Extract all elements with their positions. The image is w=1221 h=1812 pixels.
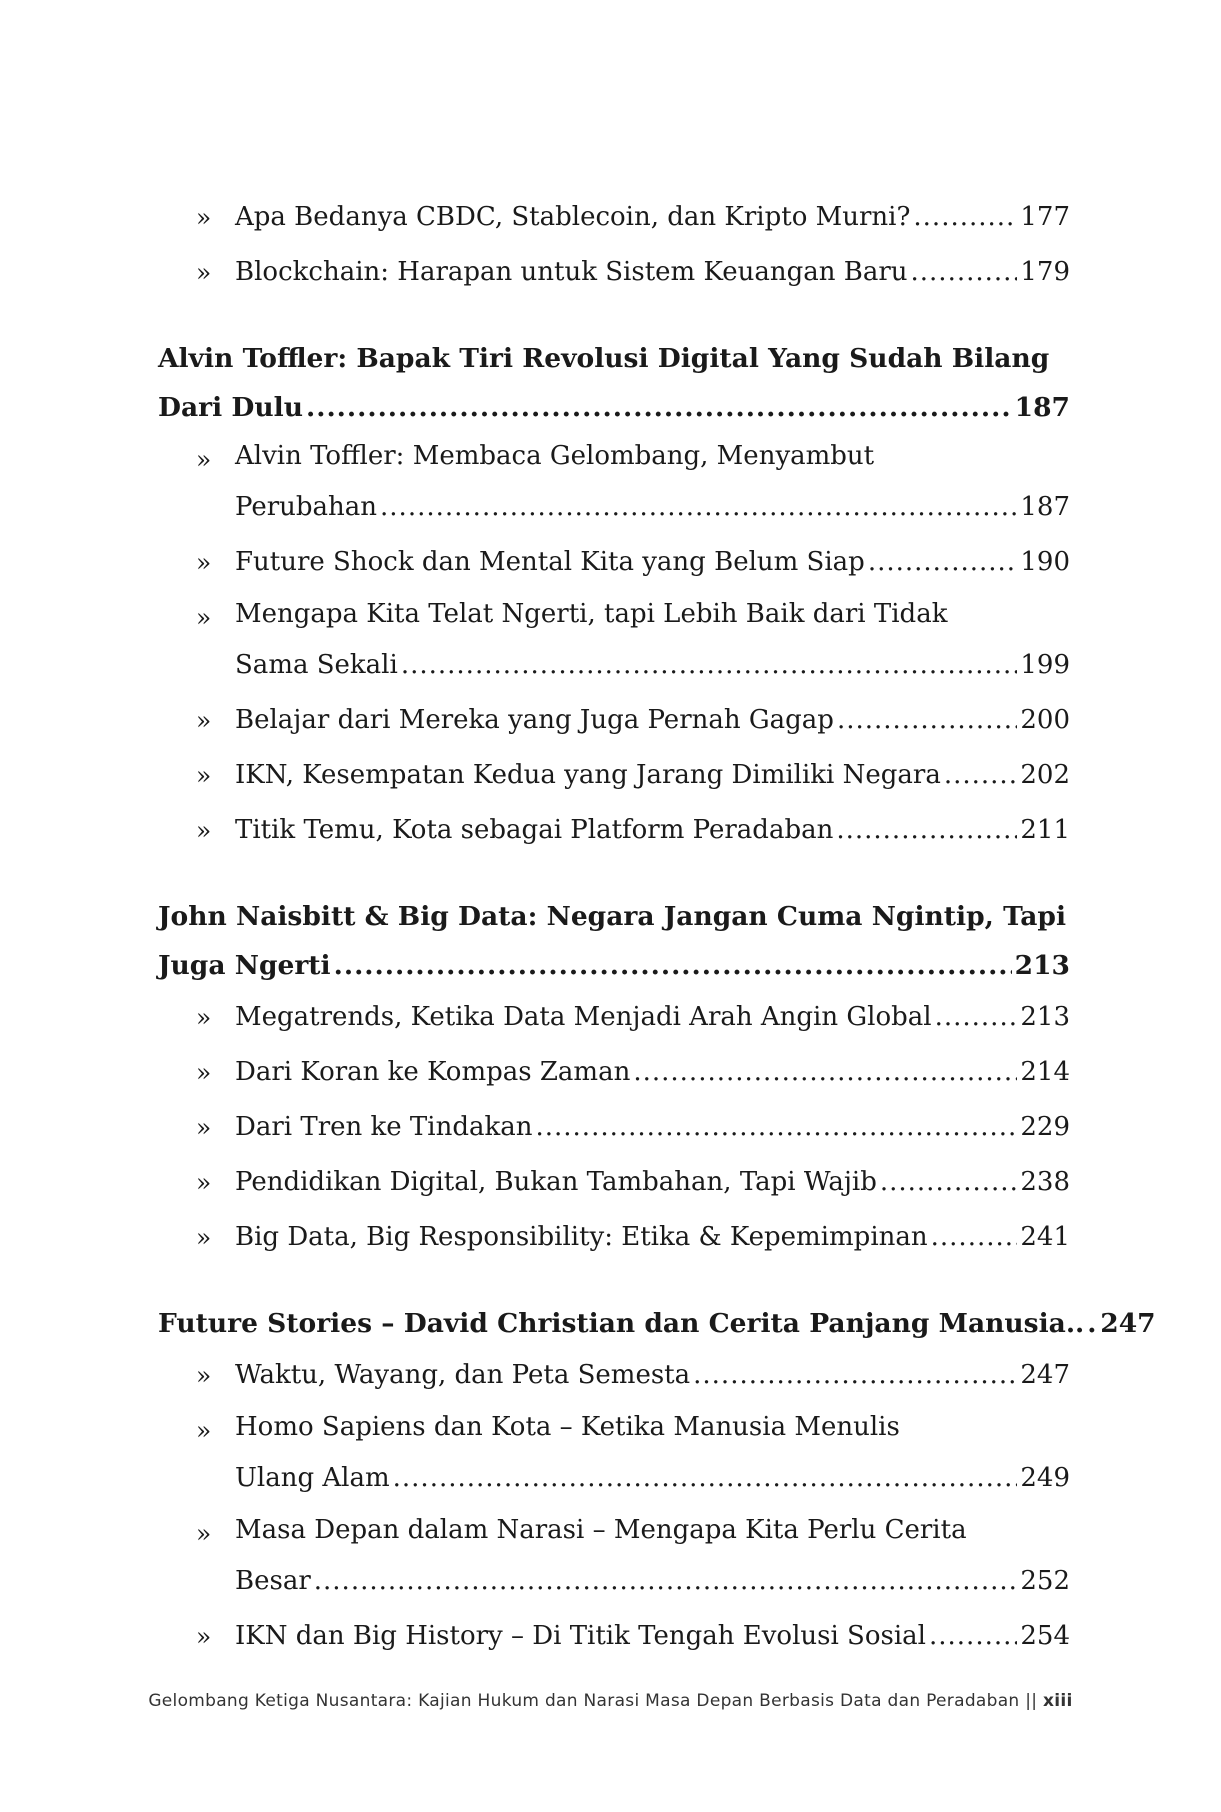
bullet-glyph: » xyxy=(196,1058,212,1087)
bullet-glyph: » xyxy=(196,761,212,790)
chapter-title-line: Future Stories – David Christian dan Cerita Panjang Manusia.. xyxy=(158,1308,1085,1339)
bullet-glyph: » xyxy=(196,1113,212,1142)
entry-title-line: Sama Sekali xyxy=(235,650,398,680)
toc-entry xyxy=(196,1348,1070,1403)
entry-row xyxy=(235,803,1070,858)
entry-body xyxy=(235,1155,1070,1210)
bullet-glyph: » xyxy=(196,1168,212,1197)
entry-body xyxy=(235,590,1070,693)
toc-section xyxy=(158,1299,1156,1664)
dot-leader xyxy=(836,803,1017,858)
footer-page-number: xiii xyxy=(1043,1691,1073,1711)
toc-section xyxy=(158,334,1070,858)
entry-row xyxy=(235,1609,1070,1664)
toc-entry xyxy=(196,1100,1070,1155)
toc-entry xyxy=(196,693,1070,748)
dot-leader xyxy=(393,1451,1018,1506)
bullet-glyph: » xyxy=(196,1361,212,1390)
toc-entry xyxy=(196,803,1070,858)
chapter-title-row xyxy=(158,1299,1156,1348)
entry-page-number: 254 xyxy=(1020,1621,1070,1651)
entry-title-line: Masa Depan dalam Narasi – Mengapa Kita Perlu Cerita xyxy=(235,1515,967,1545)
entry-body xyxy=(235,1506,1070,1609)
dot-leader xyxy=(880,1155,1018,1210)
entry-row xyxy=(235,1155,1070,1210)
toc-entry xyxy=(196,190,1070,245)
entry-page-number: 241 xyxy=(1020,1222,1070,1252)
entry-page-number: 200 xyxy=(1020,705,1070,735)
toc-entry xyxy=(196,535,1070,590)
entry-title-line: IKN dan Big History – Di Titik Tengah Evolusi Sosial xyxy=(235,1621,926,1651)
entry-title-line: Dari Tren ke Tindakan xyxy=(235,1112,533,1142)
entry-title-line: Big Data, Big Responsibility: Etika & Kepemimpinan xyxy=(235,1222,928,1252)
entry-page-number: 247 xyxy=(1020,1360,1070,1390)
entry-title-line: Homo Sapiens dan Kota – Ketika Manusia Menulis xyxy=(235,1412,900,1442)
bullet-glyph: » xyxy=(196,548,212,577)
entry-title-line: Mengapa Kita Telat Ngerti, tapi Lebih Baik dari Tidak xyxy=(235,599,948,629)
bullet-glyph: » xyxy=(196,603,212,632)
bullet-glyph: » xyxy=(196,258,212,287)
entry-row xyxy=(235,480,1070,535)
toc-entry xyxy=(196,1045,1070,1100)
entry-page-number: 214 xyxy=(1020,1057,1070,1087)
entry-title-line: Besar xyxy=(235,1566,311,1596)
chapter-title-line: Alvin Toffler: Bapak Tiri Revolusi Digital Yang Sudah Bilang xyxy=(158,343,1050,374)
dot-leader xyxy=(380,480,1017,535)
entry-body xyxy=(235,1609,1070,1664)
entry-title-line: Perubahan xyxy=(235,492,378,522)
entry-page-number: 187 xyxy=(1020,492,1070,522)
entry-row xyxy=(235,1348,1070,1403)
dot-leader xyxy=(1087,1299,1097,1348)
entry-body xyxy=(235,748,1070,803)
entry-body xyxy=(235,245,1070,300)
dot-leader xyxy=(944,748,1018,803)
chapter-title-row xyxy=(158,941,1070,990)
toc-entry xyxy=(196,1506,1070,1609)
dot-leader xyxy=(913,190,1017,245)
entry-body xyxy=(235,432,1070,535)
entry-page-number: 252 xyxy=(1020,1566,1070,1596)
entry-page-number: 190 xyxy=(1020,547,1070,577)
entry-row xyxy=(235,245,1070,300)
toc-entry xyxy=(196,1403,1070,1506)
entry-title-line: Alvin Toffler: Membaca Gelombang, Menyambut xyxy=(235,441,875,471)
page-footer xyxy=(0,1691,1221,1711)
entry-body xyxy=(235,803,1070,858)
entry-page-number: 229 xyxy=(1020,1112,1070,1142)
chapter-page-number: 247 xyxy=(1100,1308,1156,1339)
entry-title-line: Pendidikan Digital, Bukan Tambahan, Tapi Wajib xyxy=(235,1167,877,1197)
entry-row xyxy=(235,748,1070,803)
toc-section xyxy=(158,190,1070,300)
bullet-glyph: » xyxy=(196,445,212,474)
toc-entry xyxy=(196,748,1070,803)
entry-title-line: Megatrends, Ketika Data Menjadi Arah Angin Global xyxy=(235,1002,932,1032)
bullet-glyph: » xyxy=(196,1223,212,1252)
entry-page-number: 177 xyxy=(1020,202,1070,232)
chapter-title-line: John Naisbitt & Big Data: Negara Jangan Cuma Ngintip, Tapi xyxy=(158,901,1067,932)
dot-leader xyxy=(535,1100,1017,1155)
toc-entry xyxy=(196,245,1070,300)
dot-leader xyxy=(314,1554,1018,1609)
dot-leader xyxy=(929,1609,1017,1664)
footer-separator: || xyxy=(1025,1691,1038,1711)
entry-title-line: Titik Temu, Kota sebagai Platform Peradaban xyxy=(235,815,834,845)
dot-leader xyxy=(931,1210,1018,1265)
entry-body xyxy=(235,1210,1070,1265)
dot-leader xyxy=(868,535,1018,590)
entry-body xyxy=(235,990,1070,1045)
toc-entry xyxy=(196,1155,1070,1210)
entry-title-line: Blockchain: Harapan untuk Sistem Keuangan Baru xyxy=(235,257,908,287)
entry-page-number: 213 xyxy=(1020,1002,1070,1032)
entry-row xyxy=(235,638,1070,693)
bullet-glyph: » xyxy=(196,1416,212,1445)
entry-page-number: 199 xyxy=(1020,650,1070,680)
entry-row xyxy=(235,1210,1070,1265)
dot-leader xyxy=(693,1348,1017,1403)
entry-row xyxy=(235,535,1070,590)
entry-page-number: 249 xyxy=(1020,1463,1070,1493)
entry-body xyxy=(235,1348,1070,1403)
entry-row xyxy=(235,1554,1070,1609)
entry-title-line: Ulang Alam xyxy=(235,1463,390,1493)
table-of-contents xyxy=(158,190,1156,1698)
chapter-title-row xyxy=(158,383,1070,432)
entry-body xyxy=(235,1100,1070,1155)
entry-body xyxy=(235,535,1070,590)
bullet-glyph: » xyxy=(196,706,212,735)
bullet-glyph: » xyxy=(196,1519,212,1548)
entry-row xyxy=(235,1045,1070,1100)
dot-leader xyxy=(837,693,1017,748)
footer-book-title: Gelombang Ketiga Nusantara: Kajian Hukum dan Narasi Masa Depan Berbasis Data dan Peradaban xyxy=(148,1691,1020,1711)
chapter-page-number: 187 xyxy=(1014,392,1070,423)
entry-page-number: 211 xyxy=(1020,815,1070,845)
dot-leader xyxy=(334,941,1012,990)
entry-title-line: Future Shock dan Mental Kita yang Belum Siap xyxy=(235,547,865,577)
toc-entry xyxy=(196,990,1070,1045)
bullet-glyph: » xyxy=(196,816,212,845)
entry-page-number: 202 xyxy=(1020,760,1070,790)
entry-page-number: 179 xyxy=(1020,257,1070,287)
chapter-title-line: Dari Dulu xyxy=(158,392,303,423)
toc-entry xyxy=(196,590,1070,693)
dot-leader xyxy=(935,990,1018,1045)
entry-title-line: Belajar dari Mereka yang Juga Pernah Gagap xyxy=(235,705,834,735)
dot-leader xyxy=(633,1045,1017,1100)
entry-body xyxy=(235,1045,1070,1100)
toc-entry xyxy=(196,1210,1070,1265)
dot-leader xyxy=(306,383,1012,432)
entry-title-line: IKN, Kesempatan Kedua yang Jarang Dimiliki Negara xyxy=(235,760,941,790)
entry-title-line: Apa Bedanya CBDC, Stablecoin, dan Kripto Murni? xyxy=(235,202,911,232)
toc-entry xyxy=(196,1609,1070,1664)
entry-row xyxy=(235,1451,1070,1506)
dot-leader xyxy=(401,638,1018,693)
toc-section xyxy=(158,892,1070,1265)
bullet-glyph: » xyxy=(196,1622,212,1651)
entry-title-line: Dari Koran ke Kompas Zaman xyxy=(235,1057,631,1087)
chapter-page-number: 213 xyxy=(1014,950,1070,981)
entry-row xyxy=(235,1100,1070,1155)
entry-row xyxy=(235,990,1070,1045)
entry-body xyxy=(235,190,1070,245)
toc-entry xyxy=(196,432,1070,535)
entry-page-number: 238 xyxy=(1020,1167,1070,1197)
bullet-glyph: » xyxy=(196,203,212,232)
dot-leader xyxy=(911,245,1018,300)
bullet-glyph: » xyxy=(196,1003,212,1032)
entry-body xyxy=(235,1403,1070,1506)
entry-row xyxy=(235,190,1070,245)
chapter-title-line: Juga Ngerti xyxy=(158,950,331,981)
entry-title-line: Waktu, Wayang, dan Peta Semesta xyxy=(235,1360,691,1390)
entry-row xyxy=(235,693,1070,748)
entry-body xyxy=(235,693,1070,748)
